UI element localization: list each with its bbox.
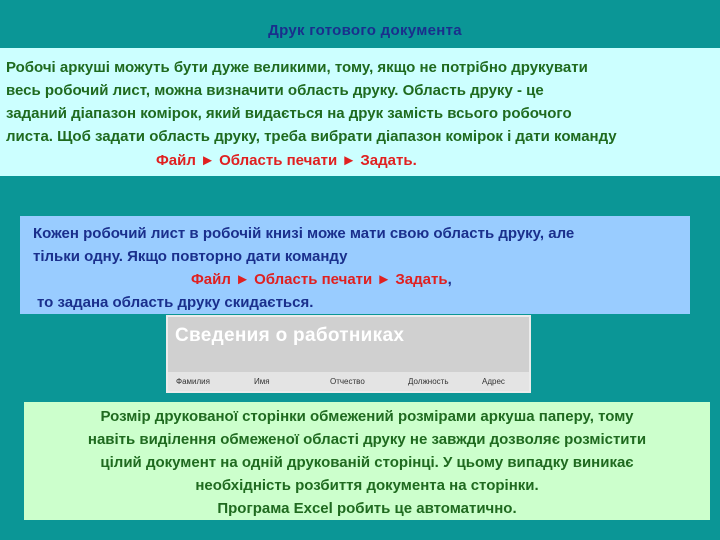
table-col-header: Отчество <box>330 377 365 386</box>
block3-line-2: навіть виділення обмеженої області друку не завжди дозволяє розмістити <box>87 431 647 448</box>
block2-last-line: то задана область друку скидається. <box>37 294 314 311</box>
block1-line-1: Робочі аркуші можуть бути дуже великими, тому, якщо не потрібно друкувати <box>6 59 588 76</box>
table-preview-title: Сведения о работниках <box>175 325 405 346</box>
slide-title: Друк готового документа <box>268 22 462 39</box>
block1-line-3: заданий діапазон комірок, який видається на друк замість всього робочого <box>6 105 572 122</box>
block1-line-4: листа. Щоб задати область друку, треба вибрати діапазон комірок і дати команду <box>6 128 617 145</box>
table-col-header: Имя <box>254 377 270 386</box>
block2-menu-path-text: Файл ► Область печати ► Задать <box>191 271 448 288</box>
print-area-reset-block <box>20 216 690 314</box>
block3-line-1: Розмір друкованої сторінки обмежений розмірами аркуша паперу, тому <box>100 408 634 425</box>
print-area-explanation-block <box>0 48 720 176</box>
block3-line-5: Програма Excel робить це автоматично. <box>217 500 517 517</box>
table-col-header: Адрес <box>482 377 505 386</box>
block1-line-2: весь робочий лист, можна визначити область друку. Область друку - це <box>6 82 544 99</box>
block1-menu-path: Файл ► Область печати ► Задать. <box>156 152 417 169</box>
block2-menu-suffix: , <box>447 271 452 288</box>
block2-line-2: тільки одну. Якщо повторно дати команду <box>33 248 348 265</box>
table-col-header: Должность <box>408 377 449 386</box>
block2-line-1: Кожен робочий лист в робочій книзі може мати свою область друку, але <box>33 225 575 242</box>
block3-line-4: необхідність розбиття документа на сторінки. <box>195 477 539 494</box>
table-col-header: Фамилия <box>176 377 210 386</box>
block3-line-3: цілий документ на одній друкованій сторінці. У цьому випадку виникає <box>100 454 634 471</box>
table-preview-image <box>166 315 531 393</box>
block2-menu-path <box>33 268 690 291</box>
page-size-block <box>24 402 710 520</box>
